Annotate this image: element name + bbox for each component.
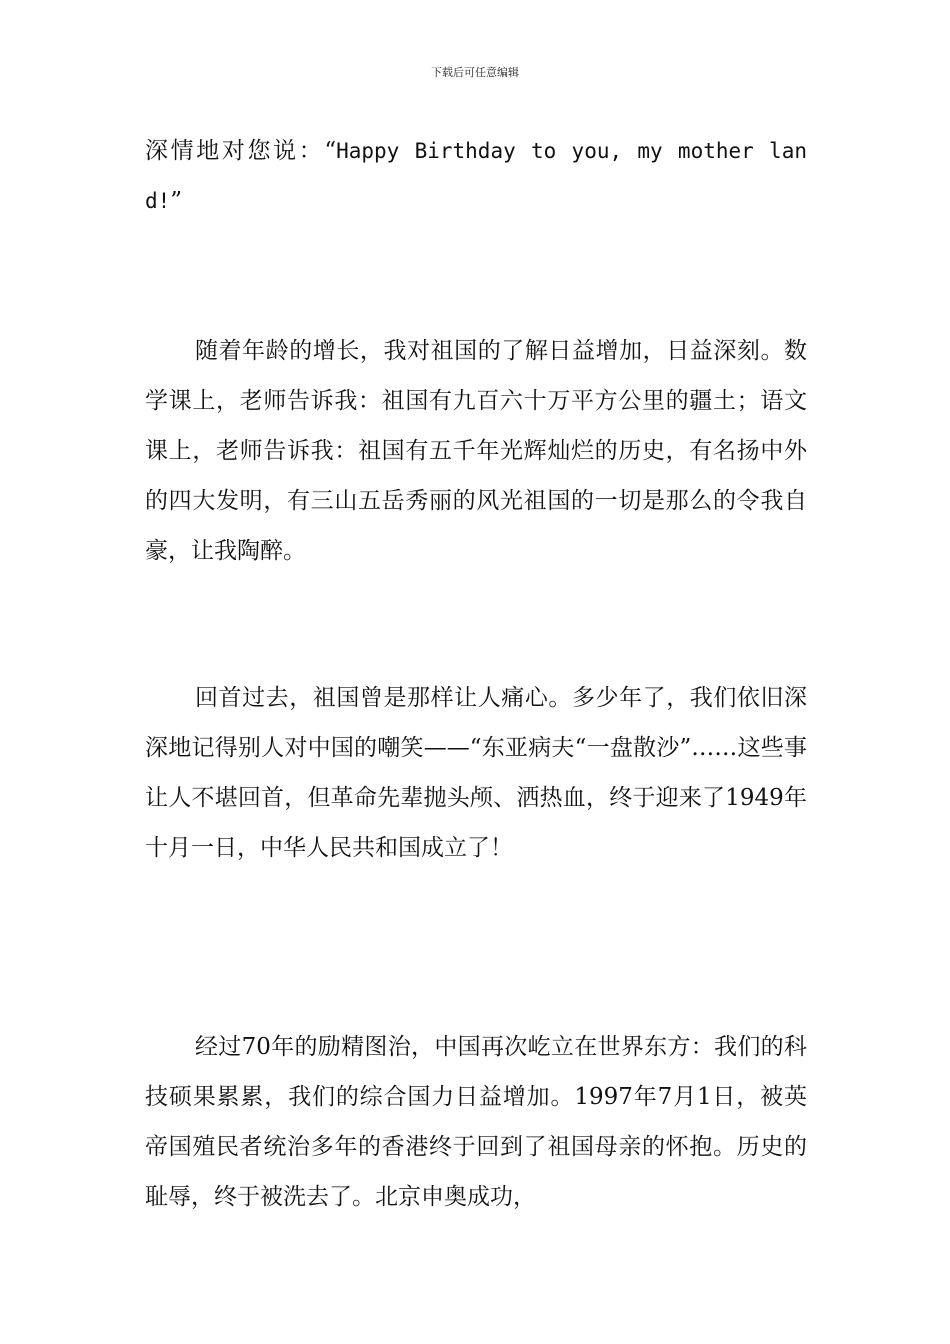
paragraph-growing-up: 随着年龄的增长，我对祖国的了解日益增加，日益深刻。数学课上，老师告诉我：祖国有九百六十万平方公里的疆土；语文课上，老师告诉我：祖国有五千年光辉灿烂的历史，有名扬中外的四大发明，有三山五岳秀丽的风光祖国的一切是那么的令我自豪，让我陶醉。 <box>145 338 807 564</box>
paragraph-text-cn: 深情地对您说：“ <box>145 138 337 164</box>
paragraph-looking-back: 回首过去，祖国曾是那样让人痛心。多少年了，我们依旧深深地记得别人对中国的嘲笑——“东亚病夫“一盘散沙”……这些事让人不堪回首，但革命先辈抛头颅、洒热血，终于迎来了1949年十月一日，中华人民共和国成立了！ <box>145 685 807 861</box>
paragraph-text-end: ” <box>170 188 183 214</box>
page-header: 下载后可任意编辑 <box>431 66 519 79</box>
paragraph-text-en: Happy Birthday to you, my mother land! <box>145 139 807 213</box>
paragraph-seventy-years: 经过70年的励精图治，中国再次屹立在世界东方：我们的科技硕果累累，我们的综合国力日益增加。1997年7月1日，被英帝国殖民者统治多年的香港终于回到了祖国母亲的怀抱。历史的耻辱，终于被洗去了。北京申奥成功， <box>145 1034 807 1210</box>
paragraph-birthday-wish <box>145 126 807 226</box>
